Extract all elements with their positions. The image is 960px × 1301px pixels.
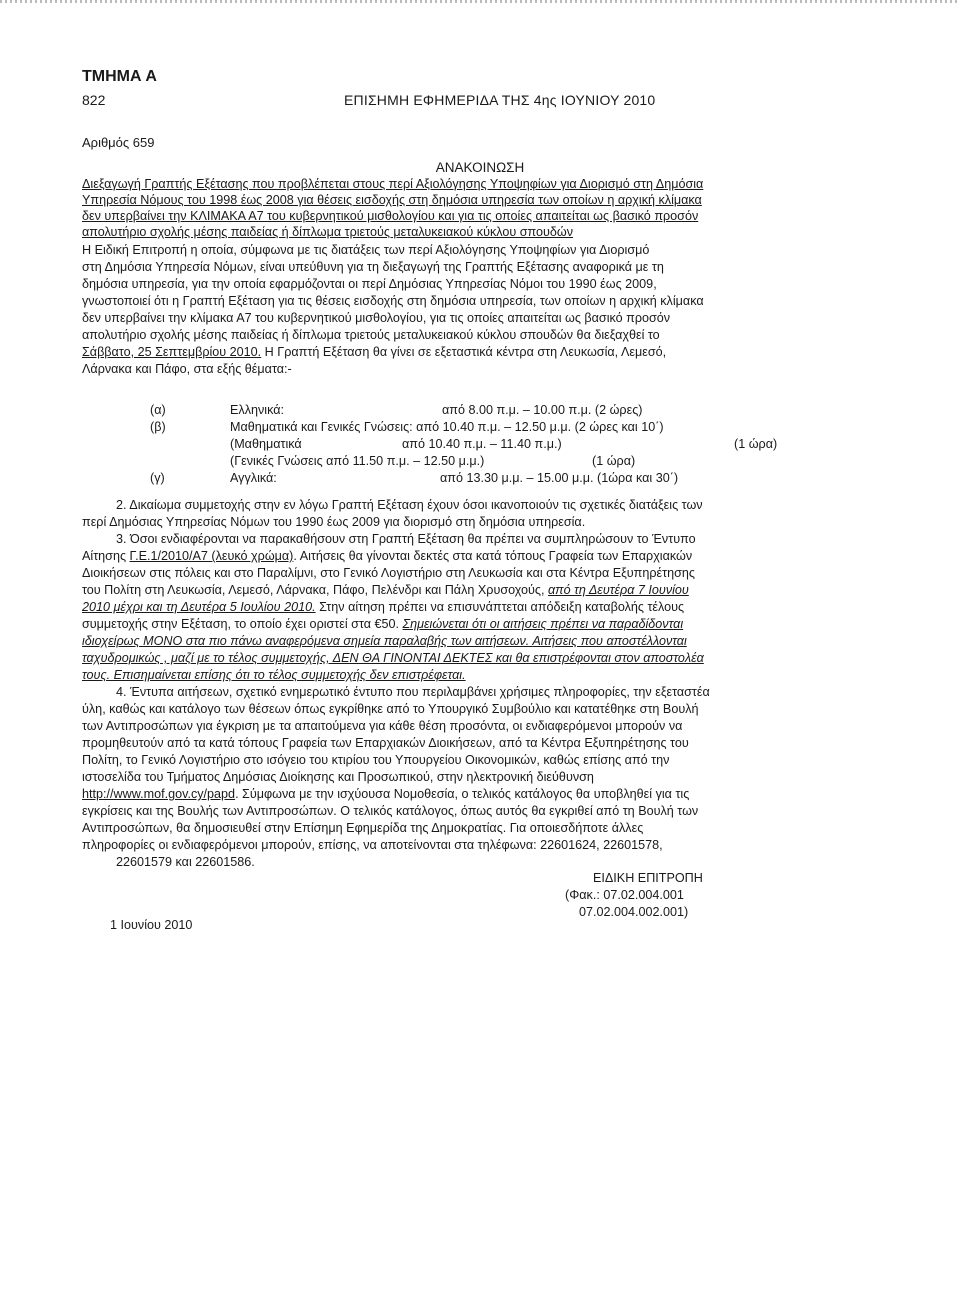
website-link[interactable]: http://www.mof.gov.cy/papd <box>82 787 236 801</box>
schedule-label: (α) <box>150 403 166 417</box>
para4-line: εγκρίσεις και της Βουλής των Αντιπροσώπων. Ο τελικός κατάλογος, όπως αυτός θα εγκριθεί από τη Βουλή των <box>82 804 699 818</box>
schedule-label: (β) <box>150 420 166 434</box>
schedule-label: (γ) <box>150 471 165 485</box>
para2-line: περί Δημόσιας Υπηρεσίας Νόμων του 1990 έως 2009 για διορισμό στη δημόσια υπηρεσία. <box>82 515 586 529</box>
schedule-time: από 10.40 π.μ. – 11.40 π.μ.) <box>402 437 562 451</box>
fee-notice: τους. Επισημαίνεται επίσης ότι το τέλος συμμετοχής δεν επιστρέφεται. <box>82 668 466 682</box>
notice-title: ΑΝΑΚΟΙΝΩΣΗ <box>435 160 525 175</box>
para1-line: Η Ειδική Επιτροπή η οποία, σύμφωνα με τις διατάξεις των περί Αξιολόγησης Υποψηφίων για Διορισμό <box>82 243 650 257</box>
schedule-duration: (1 ώρα) <box>734 437 778 451</box>
schedule-subject: Αγγλικά: <box>230 471 277 485</box>
application-form-code: Γ.Ε.1/2010/Α7 (λευκό χρώμα) <box>129 549 294 563</box>
schedule-subject: (Γενικές Γνώσεις από 11.50 π.μ. – 12.50 μ.μ.) <box>230 454 485 468</box>
para3-line <box>82 599 684 615</box>
para4-line: πληροφορίες οι ενδιαφερόμενοι μπορούν, επίσης, να αποτείνονται στα τηλέφωνα: 22601624, 22601578, <box>82 838 663 852</box>
schedule-subject: (Μαθηματικά <box>230 437 302 451</box>
para4-line: των Αντιπροσώπων για έγκριση με τα απαιτούμενα για κάθε θέση προσόντα, οι ενδιαφερόμενοι μπορούν να <box>82 719 683 733</box>
para4-line: Αντιπροσώπων, θα δημοσιευθεί στην Επίσημη Εφημερίδα της Δημοκρατίας. Για οποιεσδήποτε άλλες <box>82 821 644 835</box>
para3-line <box>82 582 689 598</box>
para3-line: Διοικήσεων στις πόλεις και στο Παραλίμνι, στο Γενικό Λογιστήριο στη Λευκωσία και στα Κέντρα Εξυπηρέτησης <box>82 566 695 580</box>
para3-text: συμμετοχής στην Εξέταση, το οποίο έχει οριστεί στα €50. <box>82 617 403 631</box>
running-head: ΕΠΙΣΗΜΗ ΕΦΗΜΕΡΙΔΑ ΤΗΣ 4ης ΙΟΥΝΙΟΥ 2010 <box>344 92 656 108</box>
heading-line: απολυτήριο σχολής μέσης παιδείας ή δίπλωμα τριετούς μεταλυκειακού κύκλου σπουδών <box>82 225 574 239</box>
para1-line: Λάρνακα και Πάφο, στα εξής θέματα:- <box>82 362 292 376</box>
para4-line: 22601579 και 22601586. <box>116 855 255 869</box>
para3-text: Στην αίτηση πρέπει να επισυνάπτεται απόδειξη καταβολής τέλους <box>315 600 685 614</box>
para4-line: ιστοσελίδα του Τμήματος Δημόσιας Διοίκησης και Προσωπικού, στην ηλεκτρονική διεύθυνση <box>82 770 594 784</box>
page-number: 822 <box>82 92 106 108</box>
committee-signature: ΕΙΔΙΚΗ ΕΠΙΤΡΟΠΗ <box>593 871 703 885</box>
schedule-subject: Μαθηματικά και Γενικές Γνώσεις: από 10.40 π.μ. – 12.50 μ.μ. (2 ώρες και 10΄) <box>230 420 664 434</box>
para1-date-line <box>82 344 666 360</box>
para4-line <box>82 786 689 802</box>
para4-line: ύλη, καθώς και κατάλογο των θέσεων όπως εγκρίθηκε από το Υπουργικό Συμβούλιο και κατατέθηκε στη Βουλή <box>82 702 699 716</box>
para3-text: Αίτησης <box>82 549 130 563</box>
para3-text: . Αιτήσεις θα γίνονται δεκτές στα κατά τόπους Γραφεία των Επαρχιακών <box>293 549 693 563</box>
para3-line: 3. Όσοι ενδιαφέρονται να παρακαθήσουν στη Γραπτή Εξέταση θα πρέπει να συμπληρώσουν το Έντυπο <box>116 532 696 546</box>
delivery-notice: Σημειώνεται ότι οι αιτήσεις πρέπει να παραδίδονται <box>402 617 684 631</box>
para1-line: στη Δημόσια Υπηρεσία Νόμων, είναι υπεύθυνη για τη διεξαγωγή της Γραπτής Εξέτασης αναφορικά με τη <box>82 260 664 274</box>
para1-line: γνωστοποιεί ότι η Γραπτή Εξέταση για τις θέσεις εισδοχής στη δημόσια υπηρεσία, των οποίων η αρχική κλίμακα <box>82 294 704 308</box>
heading-line: Διεξαγωγή Γραπτής Εξέτασης που προβλέπεται στους περί Αξιολόγησης Υποψηφίων για Διορισμό στη Δημόσια <box>82 177 704 191</box>
exam-date: Σάββατο, 25 Σεπτεμβρίου 2010. <box>82 345 262 359</box>
schedule-time: από 13.30 μ.μ. – 15.00 μ.μ. (1ώρα και 30΄) <box>440 471 679 485</box>
notice-date: 1 Ιουνίου 2010 <box>110 918 193 932</box>
scan-border <box>0 0 960 3</box>
para3-text: του Πολίτη στη Λευκωσία, Λεμεσό, Λάρνακα, Πάφο, Πελένδρι και Πάλη Χρυσοχούς, <box>82 583 548 597</box>
schedule-subject: Ελληνικά: <box>230 403 285 417</box>
notice-number: Αριθμός 659 <box>82 135 155 150</box>
postal-notice: Αιτήσεις που αποστέλλονται <box>532 634 687 648</box>
delivery-notice: ιδιοχείρως ΜΟΝΟ στα πιο πάνω αναφερόμενα σημεία παραλαβής των αιτήσεων. <box>82 634 533 648</box>
para3-line <box>82 616 683 632</box>
para4-text: . Σύμφωνα με την ισχύουσα Νομοθεσία, ο τελικός κατάλογος θα υποβληθεί για τις <box>235 787 690 801</box>
para3-line <box>82 548 692 564</box>
exam-centres: Η Γραπτή Εξέταση θα γίνει σε εξεταστικά κέντρα στη Λευκωσία, Λεμεσό, <box>261 345 667 359</box>
para4-line: Πολίτη, το Γενικό Λογιστήριο στο ισόγειο του κτιρίου του Υπουργείου Οικονομικών, καθώς επίσης από την <box>82 753 670 767</box>
heading-line: δεν υπερβαίνει την ΚΛΙΜΑΚΑ Α7 του κυβερνητικού μισθολογίου και για τις οποίες απαιτείται ως βασικό προσόν <box>82 209 699 223</box>
para2-line: 2. Δικαίωμα συμμετοχής στην εν λόγω Γραπτή Εξέταση έχουν όσοι ικανοποιούν τις σχετικές διατάξεις των <box>116 498 703 512</box>
para1-line: δεν υπερβαίνει την κλίμακα Α7 του κυβερνητικού μισθολογίου, για τις οποίες απαιτείται ως βασικό προσόν <box>82 311 671 325</box>
para1-line: δημόσια υπηρεσία, για την οποία εφαρμόζονται οι περί Δημόσιας Υπηρεσίας Νόμοι του 1990 έως 2009, <box>82 277 657 291</box>
heading-line: Υπηρεσία Νόμους του 1998 έως 2008 για θέσεις εισδοχής στη δημόσια υπηρεσία των οποίων η αρχική κλίμακα <box>82 193 702 207</box>
schedule-time: από 8.00 π.μ. – 10.00 π.μ. (2 ώρες) <box>442 403 643 417</box>
application-period: από τη Δευτέρα 7 Ιουνίου <box>548 583 689 597</box>
para1-line: απολυτήριο σχολής μέσης παιδείας ή δίπλωμα τριετούς μεταλυκειακού κύκλου σπουδών θα διεξαχθεί το <box>82 328 660 342</box>
schedule-duration: (1 ώρα) <box>592 454 636 468</box>
application-period: 2010 μέχρι και τη Δευτέρα 5 Ιουλίου 2010. <box>82 600 316 614</box>
para4-line: προμηθευτούν από τα κατά τόπους Γραφεία των Επαρχιακών Διοικήσεων, από τα Κέντρα Εξυπηρέτησης του <box>82 736 689 750</box>
file-reference: 07.02.004.002.001) <box>579 905 689 919</box>
para4-line: 4. Έντυπα αιτήσεων, σχετικό ενημερωτικό έντυπο που περιλαμβάνει χρήσιμες πληροφορίες, την εξεταστέα <box>116 685 710 699</box>
postal-notice: ταχυδρομικώς , μαζί με το τέλος συμμετοχής, ΔΕΝ ΘΑ ΓΙΝΟΝΤΑΙ ΔΕΚΤΕΣ και θα επιστρέφονται στον αποστολέα <box>82 651 704 665</box>
file-reference: (Φακ.: 07.02.004.001 <box>565 888 684 902</box>
section-label: ΤΜΗΜΑ Α <box>82 68 157 85</box>
para3-line <box>82 633 687 649</box>
